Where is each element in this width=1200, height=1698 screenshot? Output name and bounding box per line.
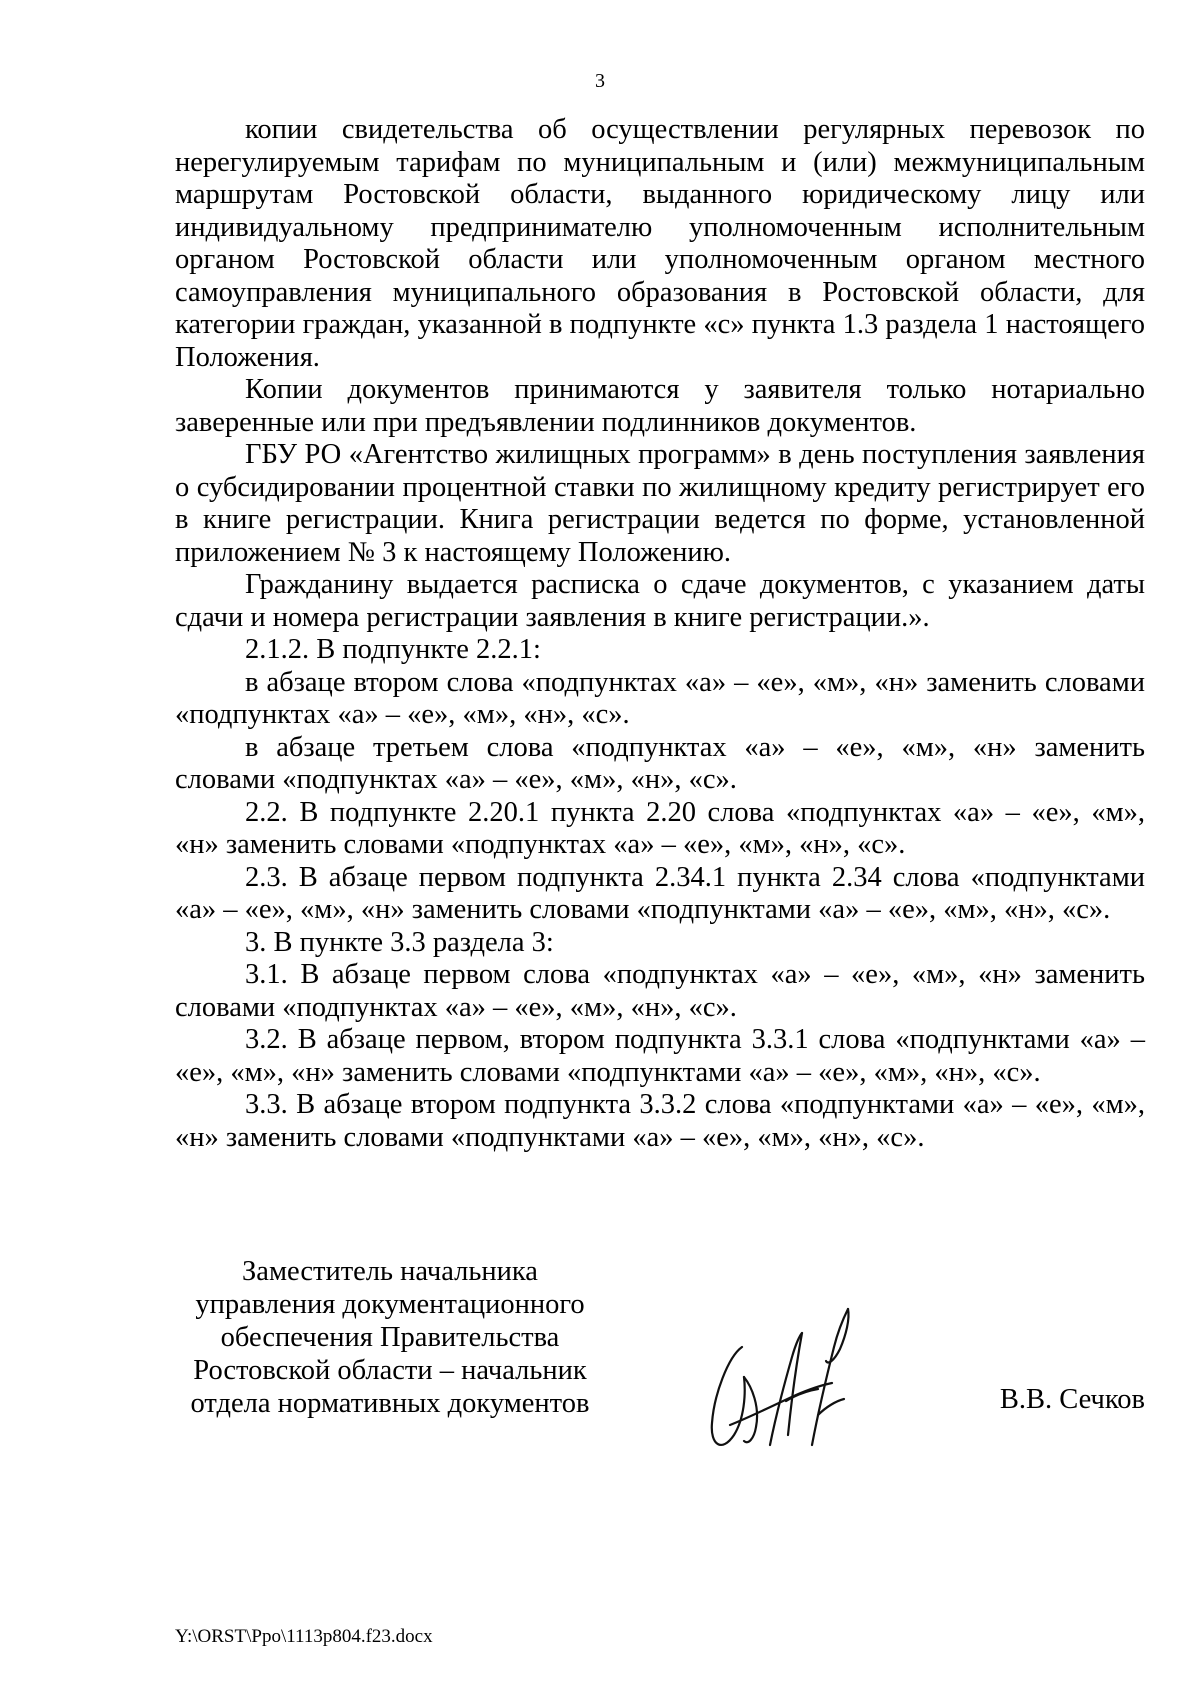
signatory-title-line: Заместитель начальника <box>242 1256 538 1287</box>
paragraph: копии свидетельства об осуществлении регулярных перевозок по нерегулируемым тарифам по муниципальным и (или) межмуниципальным маршрутам Ростовской области, выданного юридическому лицу или индивидуальному предпринимателю уполномоченным исполнительным органом Ростовской области или уполномоченным органом местного самоуправления муниципального образования в Ростовской области, для категории граждан, указанной в подпункте «с» пункта 1.3 раздела 1 настоящего Положения. <box>175 114 1145 373</box>
handwritten-signature <box>700 1295 880 1465</box>
signer-name: В.В. Сечков <box>999 1384 1145 1415</box>
signatory-title-line: Ростовской области – начальник <box>193 1355 587 1386</box>
file-path: Y:\ORST\Ppo\1113p804.f23.docx <box>175 1626 433 1647</box>
paragraph: 3. В пункте 3.3 раздела 3: <box>245 926 554 958</box>
paragraph: 2.3. В абзаце первом подпункта 2.34.1 пункта 2.34 слова «подпунктами «а» – «е», «м», «н» заменить словами «подпунктами «а» – «е», «м», «н», «с». <box>175 861 1145 925</box>
paragraph: 3.1. В абзаце первом слова «подпунктах «а» – «е», «м», «н» заменить словами «подпунктах «а» – «е», «м», «н», «с». <box>175 959 1145 1023</box>
paragraph: 3.3. В абзаце втором подпункта 3.3.2 слова «подпунктами «а» – «е», «м», «н» заменить словами «подпунктами «а» – «е», «м», «н», «с». <box>175 1089 1145 1153</box>
paragraph: 2.1.2. В подпункте 2.2.1: <box>245 634 541 665</box>
paragraph: 2.2. В подпункте 2.20.1 пункта 2.20 слова «подпунктах «а» – «е», «м», «н» заменить словами «подпунктах «а» – «е», «м», «н», «с». <box>175 796 1145 860</box>
document-body <box>175 114 1145 1154</box>
signatory-title-line: управления документационного <box>195 1289 585 1320</box>
signatory-title-line: отдела нормативных документов <box>190 1388 590 1419</box>
paragraph: в абзаце третьем слова «подпунктах «а» – «е», «м», «н» заменить словами «подпунктах «а» – «е», «м», «н», «с». <box>175 731 1145 795</box>
paragraph: Гражданину выдается расписка о сдаче документов, с указанием даты сдачи и номера регистрации заявления в книге регистрации.». <box>175 569 1145 633</box>
paragraph: Копии документов принимаются у заявителя только нотариально заверенные или при предъявлении подлинников документов. <box>175 374 1145 438</box>
page-number: 3 <box>595 70 605 92</box>
paragraph: в абзаце втором слова «подпунктах «а» – «е», «м», «н» заменить словами «подпунктах «а» – «е», «м», «н», «с». <box>175 666 1145 730</box>
paragraph: ГБУ РО «Агентство жилищных программ» в день поступления заявления о субсидировании процентной ставки по жилищному кредиту регистрирует его в книге регистрации. Книга регистрации ведется по форме, установленной приложением № 3 к настоящему Положению. <box>175 439 1145 568</box>
signatory-title <box>175 1255 605 1420</box>
paragraph: 3.2. В абзаце первом, втором подпункта 3.3.1 слова «подпунктами «а» – «е», «м», «н» заменить словами «подпунктами «а» – «е», «м», «н», «с». <box>175 1024 1145 1088</box>
signatory-title-line: обеспечения Правительства <box>220 1322 560 1353</box>
